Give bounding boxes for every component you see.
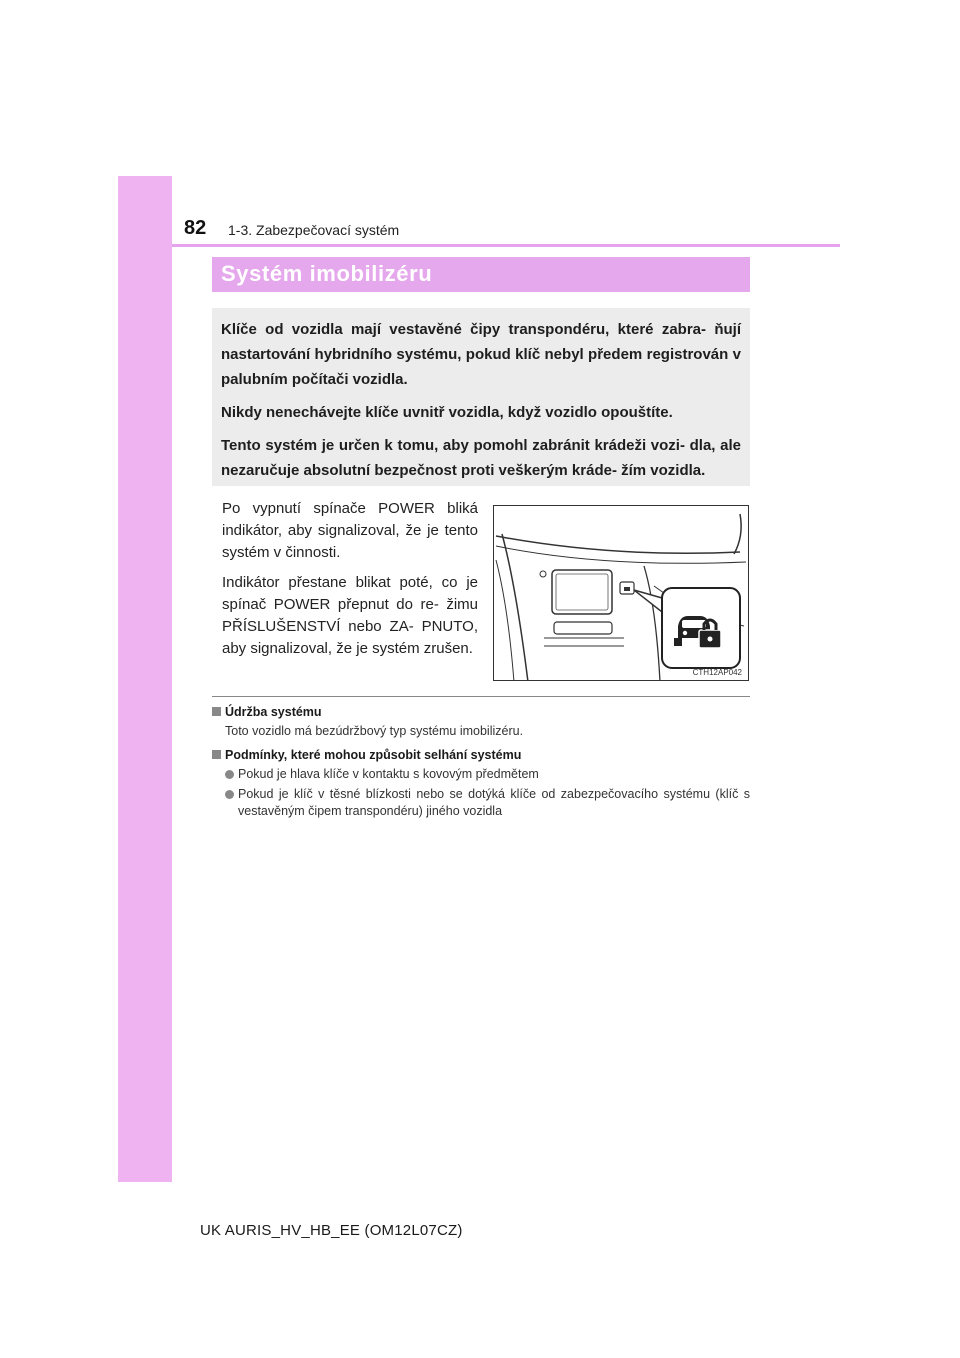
round-bullet-icon — [225, 770, 234, 779]
side-tab — [118, 176, 172, 1182]
section-breadcrumb: 1-3. Zabezpečovací systém — [228, 222, 400, 238]
page-number: 82 — [184, 217, 207, 239]
square-bullet-icon — [212, 750, 221, 759]
list-item — [225, 766, 750, 783]
note-text: Toto vozidlo má bezúdržbový typ systému imobilizéru. — [225, 724, 524, 738]
body-paragraph: Po vypnutí spínače POWER bliká indikátor, aby signalizoval, že je tento systém v činnosti. — [222, 500, 478, 561]
list-item-text: Pokud je hlava klíče v kontaktu s kovovým předmětem — [238, 767, 539, 781]
figure-code: CTH12AP042 — [692, 668, 742, 677]
section-title-bar — [212, 257, 750, 292]
dashboard-drawing — [494, 506, 749, 681]
header-divider — [172, 244, 840, 247]
body-paragraph: Indikátor přestane blikat poté, co je spínač POWER přepnut do re- žimu PŘÍSLUŠENSTVÍ nebo ZA- PNUTO, aby signalizoval, že je systém zrušen. — [222, 574, 478, 657]
notes-divider — [212, 696, 750, 697]
list-item — [225, 786, 750, 820]
intro-paragraph: Nikdy nenechávejte klíče uvnitř vozidla, když vozidlo opouštíte. — [221, 404, 673, 421]
note-heading-text: Údržba systému — [225, 705, 322, 719]
intro-paragraph: Klíče od vozidla mají vestavěné čipy transpondéru, které zabra- ňují nastartování hybridního systému, pokud klíč nebyl předem registrován v palubním počítači vozidla. — [221, 321, 741, 388]
document-footer: UK AURIS_HV_HB_EE (OM12L07CZ) — [200, 1222, 463, 1239]
round-bullet-icon — [225, 790, 234, 799]
square-bullet-icon — [212, 707, 221, 716]
dashboard-illustration — [493, 505, 749, 681]
intro-paragraph: Tento systém je určen k tomu, aby pomohl zabránit krádeži vozi- dla, ale nezaručuje absolutní bezpečnost proti veškerým kráde- žím vozidla. — [221, 437, 741, 479]
notes-section — [212, 703, 750, 823]
body-text — [222, 498, 478, 668]
intro-box — [212, 308, 750, 486]
note-heading — [212, 703, 750, 721]
note-heading-text: Podmínky, které mohou způsobit selhání systému — [225, 748, 522, 762]
list-item-text: Pokud je klíč v těsné blízkosti nebo se dotýká klíče od zabezpečovacího systému (klíč s vestavěným čipem transpondéru) jiného vozidla — [238, 787, 750, 818]
page-title: Systém imobilizéru — [221, 261, 433, 286]
note-heading — [212, 746, 750, 764]
